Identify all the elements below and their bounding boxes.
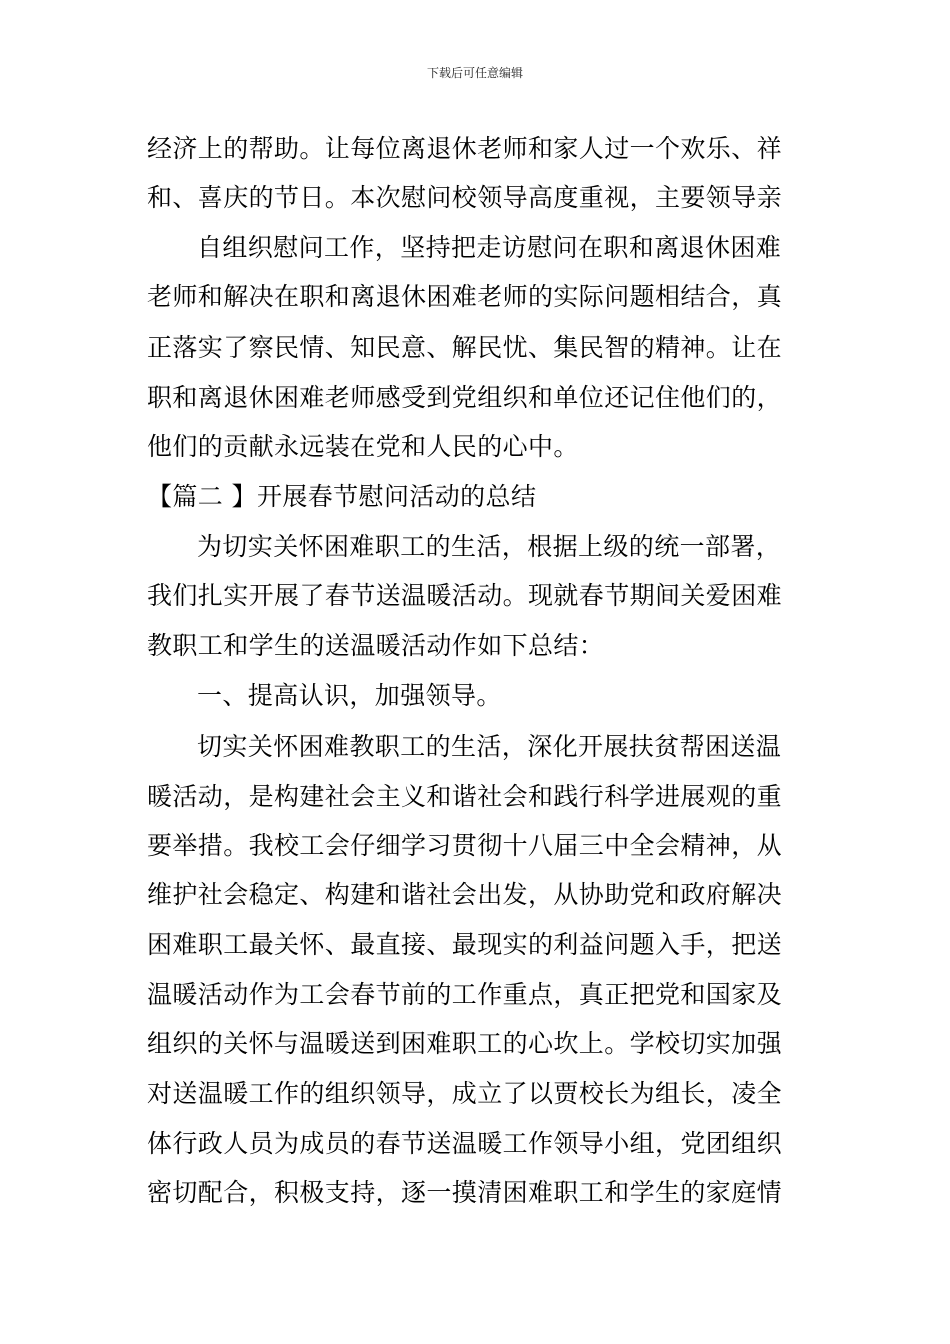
text-line: 我们扎实开展了春节送温暖活动。现就春节期间关爱困难 xyxy=(147,581,783,610)
text-line: 困难职工最关怀、最直接、最现实的利益问题入手，把送 xyxy=(147,930,783,959)
text-line: 和、喜庆的节日。本次慰问校领导高度重视，主要领导亲 xyxy=(147,183,783,212)
text-line: 为切实关怀困难职工的生活，根据上级的统一部署， xyxy=(197,532,782,561)
text-line: 暖活动，是构建社会主义和谐社会和践行科学进展观的重 xyxy=(147,782,783,811)
text-line: 老师和解决在职和离退休困难老师的实际问题相结合，真 xyxy=(147,282,783,311)
text-line: 正落实了察民情、知民意、解民忧、集民智的精神。让在 xyxy=(147,333,783,362)
text-line: 维护社会稳定、构建和谐社会出发，从协助党和政府解决 xyxy=(147,880,783,909)
text-line: 密切配合，积极支持，逐一摸清困难职工和学生的家庭情 xyxy=(147,1178,783,1207)
text-line: 组织的关怀与温暖送到困难职工的心坎上。学校切实加强 xyxy=(147,1029,783,1058)
text-line: 对送温暖工作的组织领导，成立了以贾校长为组长，凌全 xyxy=(147,1079,783,1108)
subsection-heading: 一、提高认识，加强领导。 xyxy=(197,681,502,710)
section-heading: 【篇二 】开展春节慰问活动的总结 xyxy=(147,482,537,511)
text-line: 经济上的帮助。让每位离退休老师和家人过一个欢乐、祥 xyxy=(147,134,783,163)
text-line: 教职工和学生的送温暖活动作如下总结： xyxy=(147,631,605,660)
text-line: 自组织慰问工作，坚持把走访慰问在职和离退休困难 xyxy=(197,233,782,262)
text-line: 他们的贡献永远装在党和人民的心中。 xyxy=(147,432,579,461)
text-line: 职和离退休困难老师感受到党组织和单位还记住他们的， xyxy=(147,383,783,412)
text-line: 要举措。我校工会仔细学习贯彻十八届三中全会精神，从 xyxy=(147,831,783,860)
text-line: 切实关怀困难教职工的生活，深化开展扶贫帮困送温 xyxy=(197,732,782,761)
text-line: 温暖活动作为工会春节前的工作重点，真正把党和国家及 xyxy=(147,980,783,1009)
text-line: 体行政人员为成员的春节送温暖工作领导小组，党团组织 xyxy=(147,1129,783,1158)
page-header: 下载后可任意编辑 xyxy=(426,66,523,80)
